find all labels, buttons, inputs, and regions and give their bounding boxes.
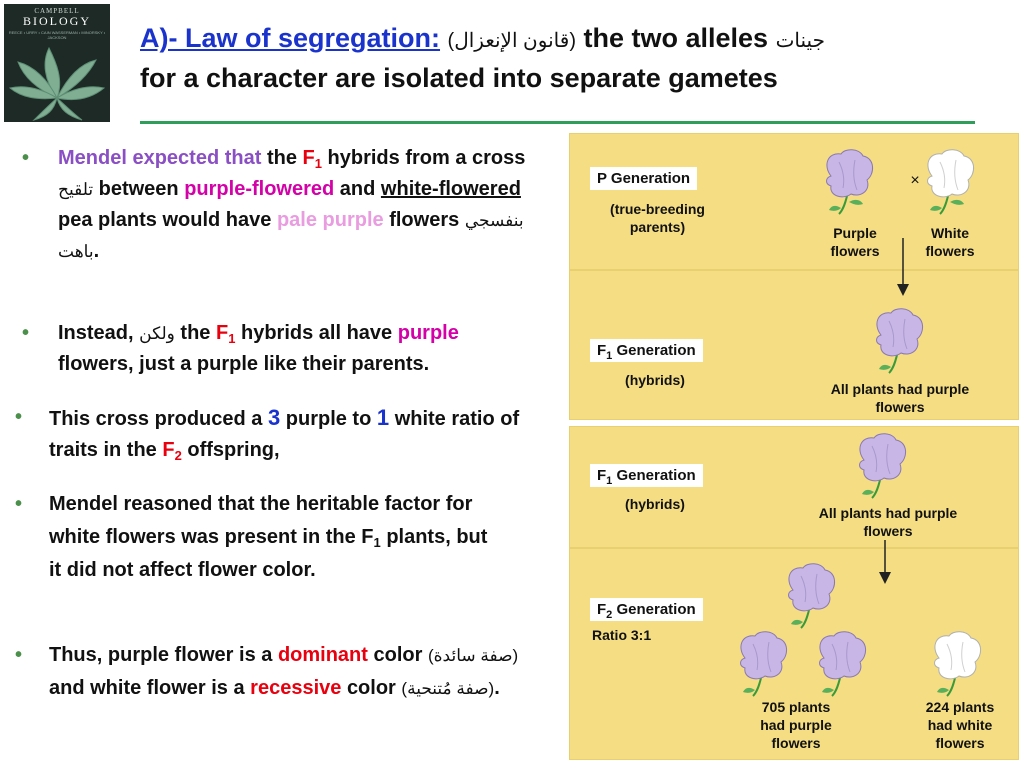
bullet-dot: • [15, 406, 23, 428]
text-heritable-factor: Mendel reasoned that the heritable factor for white flowers was present in the F [49, 493, 473, 548]
text-hybrids-cross: hybrids from a cross [327, 147, 526, 169]
text-flowers: flowers [389, 209, 460, 231]
purple-flower-icon [731, 628, 791, 698]
text-recessive: recessive [250, 677, 342, 699]
bullet-cross-ratio [15, 402, 529, 466]
purple-flowers-label: Purple flowers [830, 225, 880, 259]
white-flower-icon [918, 146, 978, 216]
text-the: the [266, 147, 297, 169]
text-f1: $F_1$ [302, 147, 322, 171]
down-arrow-icon [895, 238, 911, 298]
bullet-dot: • [22, 147, 30, 169]
text-color: color [373, 644, 423, 666]
slide-title [140, 20, 1010, 97]
cross-symbol: × [910, 172, 920, 189]
white-count-label: 224 plants had white flowers [925, 699, 995, 751]
true-breeding-label: (true-breeding parents) [610, 201, 705, 235]
text-purple-flowered: purple-flowered [184, 178, 335, 200]
text-thus-purple: Thus, purple flower is a [49, 644, 273, 666]
bullet-dot: • [15, 493, 23, 515]
title-heading: A)- Law of segregation: [140, 23, 441, 53]
f2-generation-label: $F_2$ Generation [590, 598, 703, 621]
text-did-not-affect: plants, but it did not affect flower color. [49, 526, 488, 581]
book-publisher: CAMPBELL [34, 7, 80, 15]
purple-flower-icon [867, 305, 927, 375]
text-instead: Instead, [58, 322, 134, 344]
all-plants-purple-label: All plants had purple flowers [830, 381, 970, 415]
text-white-ratio: white ratio of traits in the [49, 408, 520, 461]
title-divider [140, 121, 975, 124]
text-mendel-expected: Mendel expected that [58, 147, 262, 169]
title-text-b: for a character are isolated into separate gametes [140, 63, 778, 93]
text-arabic-cross: تلقيح [58, 180, 94, 199]
purple-count-label: 705 plants had purple flowers [760, 699, 832, 751]
p-generation-label: P Generation [590, 167, 697, 190]
text-the: the [180, 322, 211, 344]
f1-generation-label: $F_1$ Generation [590, 464, 703, 487]
text-flowers-like-parents: flowers, just a purple like their parents. [58, 353, 430, 375]
book-authors: REECE • URRY • CAIN WASSERMAN • MINORSKY • JACKSON [8, 30, 106, 40]
text-between: between [98, 178, 179, 200]
hybrids-label: (hybrids) [625, 372, 685, 388]
text-arabic-dominant: (صفة سائدة) [427, 646, 519, 665]
text-cross-produced: This cross produced a [49, 408, 263, 430]
text-white-flowered: white-flowered [380, 178, 521, 200]
text-purple-to: purple to [285, 408, 372, 430]
bullet-mendel-expected: • Mendel expected that the $F_1$ hybrids from a cross تلقيح between purple-flowered and white-flowered pea plants would have pale purple flowers بنفسجي باهت. [58, 143, 528, 267]
bullet-mendel-reasoned: • Mendel reasoned that the heritable factor for white flowers was present in the $F_1$ plants, but it did not affect flower color. [49, 488, 494, 587]
bullet-dot: • [22, 322, 30, 344]
purple-flower-icon [850, 430, 910, 500]
text-pale-purple: pale purple [276, 209, 384, 231]
text-color: color [346, 677, 396, 699]
text-dominant: dominant [277, 644, 368, 666]
book-title: BIOLOGY [23, 14, 91, 28]
purple-flower-icon [779, 560, 839, 630]
text-offspring: offspring, [187, 439, 280, 461]
white-flowers-label: White flowers [925, 225, 975, 259]
succulent-plant-icon [4, 40, 110, 122]
bullet-dot: • [15, 644, 23, 666]
hybrids-label: (hybrids) [625, 496, 685, 512]
ratio-label: Ratio 3:1 [592, 627, 652, 643]
text-purple: purple [397, 322, 459, 344]
bullet-instead [22, 318, 528, 380]
white-flower-icon [925, 628, 985, 698]
text-arabic-recessive: (صفة مُتنحية) [401, 679, 495, 698]
text-arabic-instead: ولكن [139, 324, 175, 343]
text-pea-plants: pea plants would have [58, 209, 272, 231]
title-arabic-genes: جينات [775, 30, 825, 52]
text-f1: $F_1$ [215, 322, 236, 346]
all-plants-purple-label: All plants had purple flowers [818, 505, 958, 539]
text-ratio-1: 1 [376, 405, 390, 430]
text-arabic-pale-purple: بنفسجي باهت [58, 211, 524, 261]
book-cover-image [4, 4, 110, 122]
text-hybrids-all-have: hybrids all have [241, 322, 393, 344]
purple-flower-icon [817, 146, 877, 216]
bullet-dominant-recessive: • Thus, purple flower is a dominant color (صفة سائدة) and white flower is a recessive color (صفة مُتنحية). [49, 639, 549, 705]
title-text-a: the two alleles [583, 23, 769, 53]
title-arabic-term: (قانون الإنعزال) [447, 30, 576, 52]
text-white-is-a: and white flower is a [49, 677, 245, 699]
text-f2: $F_2$ [162, 439, 182, 463]
purple-flower-icon [810, 628, 870, 698]
text-and: and [339, 178, 376, 200]
down-arrow-icon [877, 540, 893, 586]
text-ratio-3: 3 [267, 405, 281, 430]
f1-generation-label: $F_1$ Generation [590, 339, 703, 362]
